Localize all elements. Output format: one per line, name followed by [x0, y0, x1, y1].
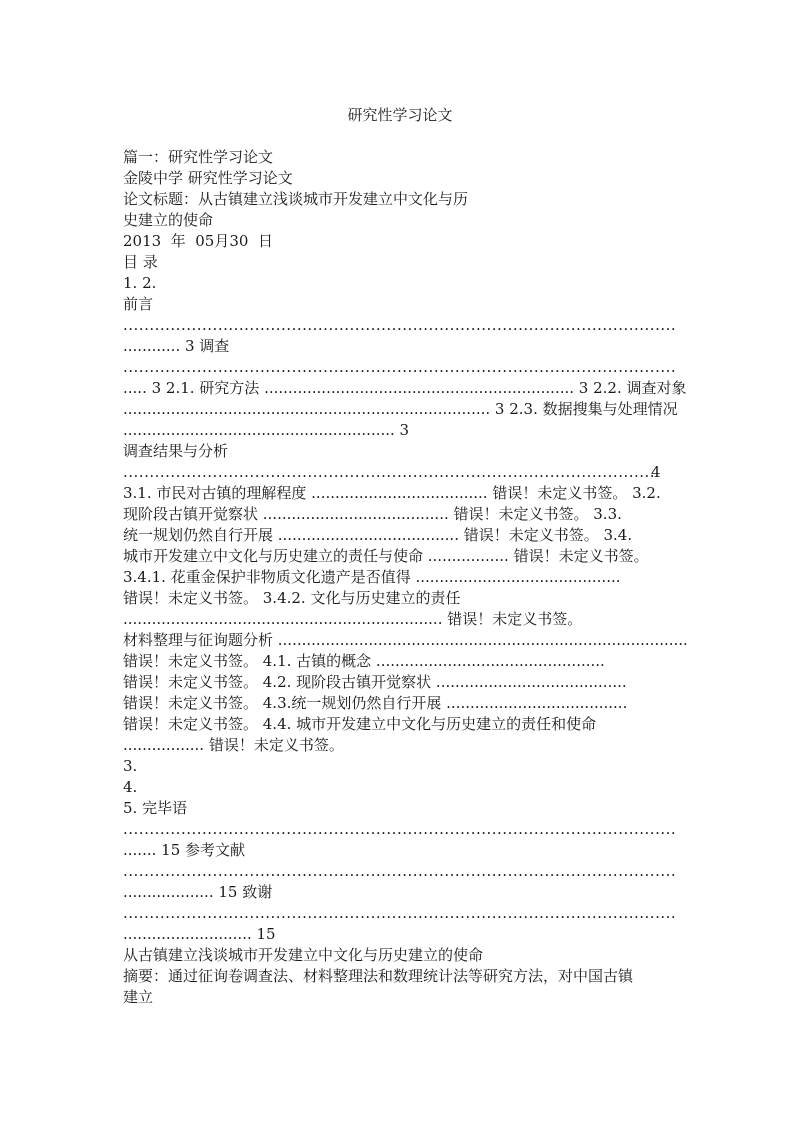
toc-line: ................... 15 致谢 — [123, 883, 273, 901]
text-line: 4. — [123, 778, 138, 796]
toc-line: 现阶段古镇开觉察状 ....................................... 错误！未定义书签。 3.3. — [123, 505, 622, 523]
abstract-text: 建立 — [123, 988, 154, 1006]
abstract-text: 摘要：通过征询卷调查法、材料整理法和数理统计法等研究方法，对中国古镇 — [123, 967, 634, 985]
text-line: 2013 年 05月30 日 — [123, 232, 273, 250]
toc-line: 3.1. 市民对古镇的理解程度 ..................................... 错误！未定义书签。 3.2. — [123, 484, 661, 502]
toc-line: ......................................................... 3 — [123, 421, 410, 439]
text-line: 篇一：研究性学习论文 — [123, 148, 274, 166]
text-line: 史建立的使命 — [123, 211, 214, 229]
text-line: 目 录 — [123, 253, 158, 271]
dot-leader — [123, 463, 653, 481]
toc-line: ....... 15 参考文献 — [123, 841, 245, 859]
toc-line: ........................... 15 — [123, 925, 276, 943]
dot-leader — [123, 862, 677, 880]
text-line: 金陵中学 研究性学习论文 — [123, 169, 293, 187]
toc-line: 材料整理与征询题分析 ...................................................................................... — [123, 631, 688, 649]
dot-leader — [123, 316, 677, 334]
toc-page-number: 4 — [651, 463, 661, 481]
toc-line: ............................................................................. 3 2.3. 数据搜集与处理情况 — [123, 400, 678, 418]
toc-line: 统一规划仍然自行开展 ...................................... 错误！未定义书签。 3.4. — [123, 526, 633, 544]
toc-line: 3.4.1. 花重金保护非物质文化遗产是否值得 ........................................... — [123, 568, 621, 586]
toc-line: 城市开发建立中文化与历史建立的责任与使命 ................. 错误！未定义书签。 — [123, 547, 649, 565]
text-line: 3. — [123, 757, 138, 775]
toc-line: 错误！未定义书签。 4.1. 古镇的概念 ................................................ — [123, 652, 605, 670]
toc-line: 错误！未定义书签。 3.4.2. 文化与历史建立的责任 — [123, 589, 461, 607]
toc-line: 错误！未定义书签。 4.2. 现阶段古镇开觉察状 ........................................ — [123, 673, 627, 691]
toc-line: 错误！未定义书签。 4.4. 城市开发建立中文化与历史建立的责任和使命 — [123, 715, 597, 733]
toc-line: ............ 3 调查 — [123, 337, 230, 355]
toc-line: 错误！未定义书签。 4.3.统一规划仍然自行开展 ...................................... — [123, 694, 628, 712]
text-line: 前言 — [123, 295, 154, 313]
dot-leader — [123, 358, 677, 376]
toc-line: ................. 错误！未定义书签。 — [123, 736, 344, 754]
text-line: 5. 完毕语 — [123, 799, 188, 817]
dot-leader — [123, 820, 677, 838]
text-line: 1. 2. — [123, 274, 157, 292]
text-line: 论文标题：从古镇建立浅谈城市开发建立中文化与历 — [123, 190, 469, 208]
dot-leader — [123, 904, 677, 922]
document-title: 研究性学习论文 — [347, 106, 453, 124]
toc-line: ................................................................... 错误！未定义书签。 — [123, 610, 583, 628]
toc-line: ..... 3 2.1. 研究方法 ................................................................. 3 2.2. 调查对象 — [123, 379, 687, 397]
section-heading: 从古镇建立浅谈城市开发建立中文化与历史建立的使命 — [123, 946, 484, 964]
toc-line: 调查结果与分析 — [123, 442, 229, 460]
